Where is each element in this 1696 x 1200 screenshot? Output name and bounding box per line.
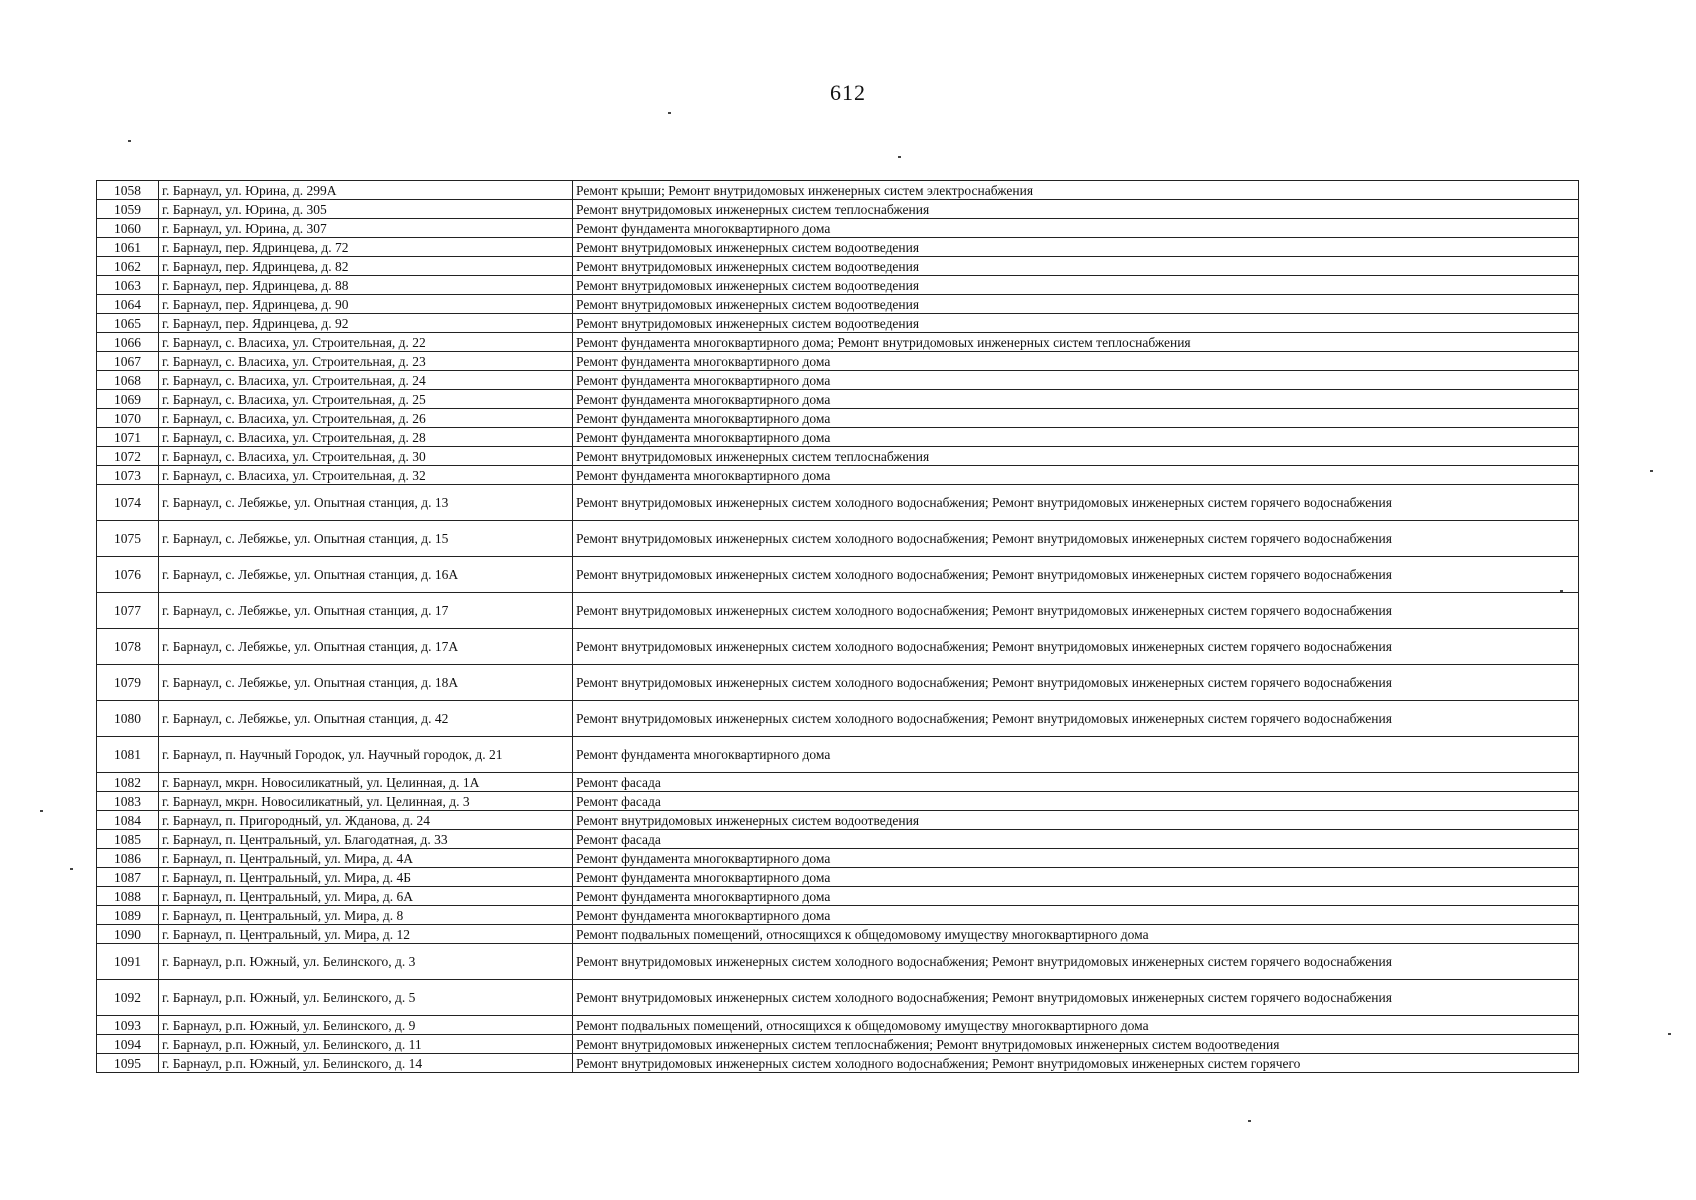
row-number: 1066 bbox=[97, 333, 159, 352]
row-address: г. Барнаул, п. Центральный, ул. Мира, д. 8 bbox=[159, 906, 573, 925]
row-works: Ремонт фасада bbox=[573, 792, 1579, 811]
row-address: г. Барнаул, с. Лебяжье, ул. Опытная станция, д. 16А bbox=[159, 557, 573, 593]
scan-speck bbox=[898, 156, 901, 158]
row-address: г. Барнаул, пер. Ядринцева, д. 72 bbox=[159, 238, 573, 257]
row-address: г. Барнаул, пер. Ядринцева, д. 92 bbox=[159, 314, 573, 333]
row-works: Ремонт фасада bbox=[573, 830, 1579, 849]
row-address: г. Барнаул, с. Власиха, ул. Строительная, д. 22 bbox=[159, 333, 573, 352]
table-row bbox=[97, 1016, 1579, 1035]
row-works: Ремонт фундамента многоквартирного дома bbox=[573, 849, 1579, 868]
table-row bbox=[97, 830, 1579, 849]
row-address: г. Барнаул, с. Лебяжье, ул. Опытная станция, д. 15 bbox=[159, 521, 573, 557]
table-row bbox=[97, 557, 1579, 593]
row-works: Ремонт фундамента многоквартирного дома bbox=[573, 737, 1579, 773]
scan-speck bbox=[70, 868, 73, 870]
row-number: 1063 bbox=[97, 276, 159, 295]
row-number: 1068 bbox=[97, 371, 159, 390]
row-number: 1065 bbox=[97, 314, 159, 333]
row-address: г. Барнаул, р.п. Южный, ул. Белинского, д. 11 bbox=[159, 1035, 573, 1054]
row-address: г. Барнаул, р.п. Южный, ул. Белинского, д. 14 bbox=[159, 1054, 573, 1073]
row-works: Ремонт внутридомовых инженерных систем холодного водоснабжения; Ремонт внутридомовых инженерных систем горячего водоснабжения bbox=[573, 629, 1579, 665]
table-row bbox=[97, 466, 1579, 485]
row-number: 1060 bbox=[97, 219, 159, 238]
table-row bbox=[97, 868, 1579, 887]
table-row bbox=[97, 428, 1579, 447]
row-works: Ремонт фундамента многоквартирного дома bbox=[573, 371, 1579, 390]
row-works: Ремонт внутридомовых инженерных систем холодного водоснабжения; Ремонт внутридомовых инженерных систем горячего водоснабжения bbox=[573, 521, 1579, 557]
table-row bbox=[97, 295, 1579, 314]
row-works: Ремонт внутридомовых инженерных систем холодного водоснабжения; Ремонт внутридомовых инженерных систем горячего bbox=[573, 1054, 1579, 1073]
row-number: 1071 bbox=[97, 428, 159, 447]
row-address: г. Барнаул, п. Центральный, ул. Благодатная, д. 33 bbox=[159, 830, 573, 849]
row-address: г. Барнаул, с. Власиха, ул. Строительная, д. 23 bbox=[159, 352, 573, 371]
row-address: г. Барнаул, ул. Юрина, д. 307 bbox=[159, 219, 573, 238]
row-address: г. Барнаул, с. Власиха, ул. Строительная, д. 26 bbox=[159, 409, 573, 428]
row-number: 1059 bbox=[97, 200, 159, 219]
table-row bbox=[97, 257, 1579, 276]
table-row bbox=[97, 629, 1579, 665]
row-number: 1088 bbox=[97, 887, 159, 906]
table-row bbox=[97, 773, 1579, 792]
row-address: г. Барнаул, с. Власиха, ул. Строительная, д. 25 bbox=[159, 390, 573, 409]
row-works: Ремонт внутридомовых инженерных систем холодного водоснабжения; Ремонт внутридомовых инженерных систем горячего водоснабжения bbox=[573, 701, 1579, 737]
row-address: г. Барнаул, ул. Юрина, д. 299А bbox=[159, 181, 573, 200]
row-number: 1078 bbox=[97, 629, 159, 665]
row-works: Ремонт фундамента многоквартирного дома bbox=[573, 466, 1579, 485]
table-row bbox=[97, 521, 1579, 557]
row-address: г. Барнаул, п. Пригородный, ул. Жданова, д. 24 bbox=[159, 811, 573, 830]
row-address: г. Барнаул, п. Центральный, ул. Мира, д. 6А bbox=[159, 887, 573, 906]
row-address: г. Барнаул, с. Лебяжье, ул. Опытная станция, д. 42 bbox=[159, 701, 573, 737]
row-works: Ремонт внутридомовых инженерных систем холодного водоснабжения; Ремонт внутридомовых инженерных систем горячего водоснабжения bbox=[573, 557, 1579, 593]
table-row bbox=[97, 1054, 1579, 1073]
row-works: Ремонт внутридомовых инженерных систем водоотведения bbox=[573, 314, 1579, 333]
scan-speck bbox=[40, 810, 43, 812]
row-works: Ремонт внутридомовых инженерных систем водоотведения bbox=[573, 295, 1579, 314]
row-address: г. Барнаул, с. Лебяжье, ул. Опытная станция, д. 13 bbox=[159, 485, 573, 521]
row-works: Ремонт внутридомовых инженерных систем водоотведения bbox=[573, 238, 1579, 257]
table-row bbox=[97, 390, 1579, 409]
row-number: 1092 bbox=[97, 980, 159, 1016]
row-works: Ремонт фундамента многоквартирного дома bbox=[573, 352, 1579, 371]
row-number: 1082 bbox=[97, 773, 159, 792]
row-address: г. Барнаул, п. Центральный, ул. Мира, д. 4А bbox=[159, 849, 573, 868]
row-address: г. Барнаул, с. Власиха, ул. Строительная, д. 28 bbox=[159, 428, 573, 447]
scan-speck bbox=[128, 140, 131, 142]
row-works: Ремонт внутридомовых инженерных систем теплоснабжения bbox=[573, 447, 1579, 466]
table-row bbox=[97, 276, 1579, 295]
row-address: г. Барнаул, мкрн. Новосиликатный, ул. Целинная, д. 1А bbox=[159, 773, 573, 792]
row-works: Ремонт внутридомовых инженерных систем холодного водоснабжения; Ремонт внутридомовых инженерных систем горячего водоснабжения bbox=[573, 980, 1579, 1016]
row-number: 1091 bbox=[97, 944, 159, 980]
row-number: 1081 bbox=[97, 737, 159, 773]
table-row bbox=[97, 409, 1579, 428]
row-number: 1090 bbox=[97, 925, 159, 944]
row-address: г. Барнаул, р.п. Южный, ул. Белинского, д. 5 bbox=[159, 980, 573, 1016]
row-address: г. Барнаул, п. Центральный, ул. Мира, д. 4Б bbox=[159, 868, 573, 887]
scan-speck bbox=[1248, 1120, 1251, 1122]
row-works: Ремонт фундамента многоквартирного дома bbox=[573, 409, 1579, 428]
table-row bbox=[97, 219, 1579, 238]
row-address: г. Барнаул, р.п. Южный, ул. Белинского, д. 3 bbox=[159, 944, 573, 980]
page-number: 612 bbox=[830, 80, 866, 105]
row-works: Ремонт внутридомовых инженерных систем теплоснабжения bbox=[573, 200, 1579, 219]
row-works: Ремонт внутридомовых инженерных систем теплоснабжения; Ремонт внутридомовых инженерных систем водоотведения bbox=[573, 1035, 1579, 1054]
scan-speck bbox=[668, 112, 671, 114]
row-works: Ремонт фундамента многоквартирного дома bbox=[573, 219, 1579, 238]
row-works: Ремонт фасада bbox=[573, 773, 1579, 792]
row-number: 1076 bbox=[97, 557, 159, 593]
row-address: г. Барнаул, с. Лебяжье, ул. Опытная станция, д. 17 bbox=[159, 593, 573, 629]
table-row bbox=[97, 447, 1579, 466]
row-address: г. Барнаул, р.п. Южный, ул. Белинского, д. 9 bbox=[159, 1016, 573, 1035]
table-row bbox=[97, 485, 1579, 521]
table-row bbox=[97, 944, 1579, 980]
row-works: Ремонт фундамента многоквартирного дома bbox=[573, 906, 1579, 925]
row-number: 1094 bbox=[97, 1035, 159, 1054]
row-works: Ремонт крыши; Ремонт внутридомовых инженерных систем электроснабжения bbox=[573, 181, 1579, 200]
table-row bbox=[97, 849, 1579, 868]
table-row bbox=[97, 314, 1579, 333]
row-number: 1070 bbox=[97, 409, 159, 428]
table-row bbox=[97, 352, 1579, 371]
row-address: г. Барнаул, с. Лебяжье, ул. Опытная станция, д. 18А bbox=[159, 665, 573, 701]
table-row bbox=[97, 181, 1579, 200]
row-works: Ремонт подвальных помещений, относящихся к общедомовому имуществу многоквартирного дома bbox=[573, 1016, 1579, 1035]
table-row bbox=[97, 792, 1579, 811]
row-address: г. Барнаул, пер. Ядринцева, д. 88 bbox=[159, 276, 573, 295]
row-number: 1087 bbox=[97, 868, 159, 887]
scan-speck bbox=[1650, 470, 1653, 472]
table-row bbox=[97, 811, 1579, 830]
row-address: г. Барнаул, с. Власиха, ул. Строительная, д. 32 bbox=[159, 466, 573, 485]
row-number: 1069 bbox=[97, 390, 159, 409]
row-address: г. Барнаул, с. Власиха, ул. Строительная, д. 30 bbox=[159, 447, 573, 466]
row-number: 1061 bbox=[97, 238, 159, 257]
table-row bbox=[97, 980, 1579, 1016]
table-row bbox=[97, 200, 1579, 219]
row-works: Ремонт внутридомовых инженерных систем холодного водоснабжения; Ремонт внутридомовых инженерных систем горячего водоснабжения bbox=[573, 485, 1579, 521]
table-row bbox=[97, 238, 1579, 257]
table-row bbox=[97, 333, 1579, 352]
table-row bbox=[97, 906, 1579, 925]
table-row bbox=[97, 701, 1579, 737]
row-number: 1075 bbox=[97, 521, 159, 557]
row-number: 1080 bbox=[97, 701, 159, 737]
row-number: 1086 bbox=[97, 849, 159, 868]
row-address: г. Барнаул, пер. Ядринцева, д. 82 bbox=[159, 257, 573, 276]
row-address: г. Барнаул, п. Научный Городок, ул. Научный городок, д. 21 bbox=[159, 737, 573, 773]
table-row bbox=[97, 665, 1579, 701]
row-works: Ремонт внутридомовых инженерных систем холодного водоснабжения; Ремонт внутридомовых инженерных систем горячего водоснабжения bbox=[573, 944, 1579, 980]
row-number: 1079 bbox=[97, 665, 159, 701]
row-number: 1093 bbox=[97, 1016, 159, 1035]
row-number: 1067 bbox=[97, 352, 159, 371]
row-address: г. Барнаул, пер. Ядринцева, д. 90 bbox=[159, 295, 573, 314]
row-number: 1083 bbox=[97, 792, 159, 811]
row-address: г. Барнаул, ул. Юрина, д. 305 bbox=[159, 200, 573, 219]
table-row bbox=[97, 925, 1579, 944]
row-works: Ремонт фундамента многоквартирного дома bbox=[573, 390, 1579, 409]
row-number: 1073 bbox=[97, 466, 159, 485]
table-body bbox=[97, 181, 1579, 1073]
row-works: Ремонт фундамента многоквартирного дома; Ремонт внутридомовых инженерных систем теплоснабжения bbox=[573, 333, 1579, 352]
table-row bbox=[97, 887, 1579, 906]
row-address: г. Барнаул, мкрн. Новосиликатный, ул. Целинная, д. 3 bbox=[159, 792, 573, 811]
row-works: Ремонт внутридомовых инженерных систем водоотведения bbox=[573, 811, 1579, 830]
row-number: 1058 bbox=[97, 181, 159, 200]
row-number: 1064 bbox=[97, 295, 159, 314]
row-works: Ремонт подвальных помещений, относящихся к общедомовому имуществу многоквартирного дома bbox=[573, 925, 1579, 944]
table-row bbox=[97, 371, 1579, 390]
row-address: г. Барнаул, с. Лебяжье, ул. Опытная станция, д. 17А bbox=[159, 629, 573, 665]
row-number: 1095 bbox=[97, 1054, 159, 1073]
row-works: Ремонт внутридомовых инженерных систем холодного водоснабжения; Ремонт внутридомовых инженерных систем горячего водоснабжения bbox=[573, 665, 1579, 701]
row-works: Ремонт фундамента многоквартирного дома bbox=[573, 887, 1579, 906]
row-works: Ремонт фундамента многоквартирного дома bbox=[573, 428, 1579, 447]
row-works: Ремонт внутридомовых инженерных систем водоотведения bbox=[573, 257, 1579, 276]
table-row bbox=[97, 737, 1579, 773]
row-number: 1062 bbox=[97, 257, 159, 276]
repair-registry-table bbox=[96, 180, 1579, 1073]
table-row bbox=[97, 1035, 1579, 1054]
row-number: 1072 bbox=[97, 447, 159, 466]
row-number: 1089 bbox=[97, 906, 159, 925]
row-works: Ремонт фундамента многоквартирного дома bbox=[573, 868, 1579, 887]
row-address: г. Барнаул, с. Власиха, ул. Строительная, д. 24 bbox=[159, 371, 573, 390]
scan-speck bbox=[1668, 1033, 1671, 1035]
row-works: Ремонт внутридомовых инженерных систем холодного водоснабжения; Ремонт внутридомовых инженерных систем горячего водоснабжения bbox=[573, 593, 1579, 629]
row-address: г. Барнаул, п. Центральный, ул. Мира, д. 12 bbox=[159, 925, 573, 944]
table-row bbox=[97, 593, 1579, 629]
row-number: 1077 bbox=[97, 593, 159, 629]
row-works: Ремонт внутридомовых инженерных систем водоотведения bbox=[573, 276, 1579, 295]
row-number: 1084 bbox=[97, 811, 159, 830]
row-number: 1085 bbox=[97, 830, 159, 849]
row-number: 1074 bbox=[97, 485, 159, 521]
